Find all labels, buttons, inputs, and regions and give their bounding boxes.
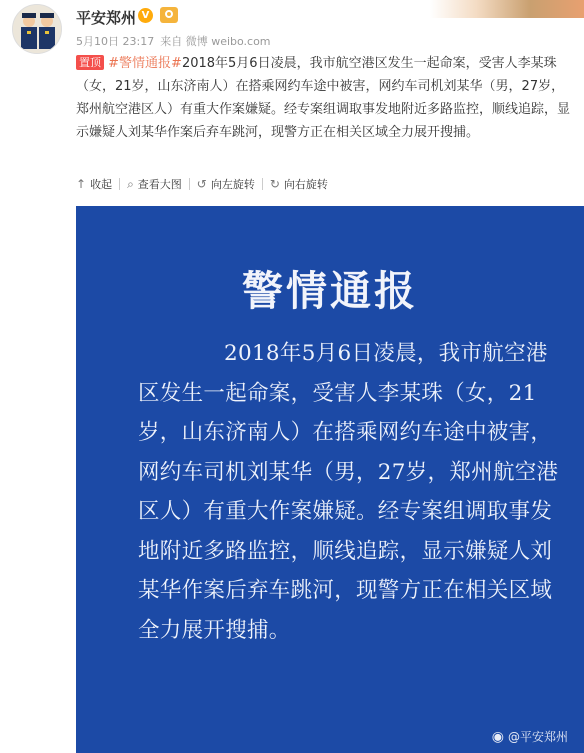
post-date[interactable]: 5月10日 23:17 xyxy=(76,35,155,48)
collapse-button[interactable] xyxy=(76,176,119,192)
pinned-badge: 置顶 xyxy=(76,55,104,70)
post-source[interactable]: 来自 微博 weibo.com xyxy=(160,35,271,48)
post-image[interactable] xyxy=(76,206,584,753)
rotate-left-label: 向左旋转 xyxy=(210,178,255,191)
watermark-text: @平安郑州 xyxy=(507,730,568,744)
image-toolbar xyxy=(76,176,335,192)
avatar[interactable] xyxy=(12,4,62,54)
view-large-button[interactable] xyxy=(120,176,189,192)
post-text xyxy=(76,52,576,144)
view-large-label: 查看大图 xyxy=(137,178,182,191)
verified-v-icon: V xyxy=(138,8,153,23)
rotate-right-icon: ↻ xyxy=(269,177,280,191)
rotate-right-button[interactable] xyxy=(263,176,335,192)
collapse-arrow-icon: ↑ xyxy=(76,177,87,191)
post-body: 2018年5月6日凌晨，我市航空港区发生一起命案，受害人李某珠（女，21岁，山东济南人）在搭乘网约车途中被害，网约车司机刘某华（男，27岁，郑州航空港区人）有重大作案嫌疑。经专案组调取事发地附近多路监控，顺线追踪，显示嫌疑人刘某华作案后弃车跳河，现警方正在相关区域全力展开搜捕。 xyxy=(76,56,571,140)
rotate-left-icon: ↺ xyxy=(196,177,207,191)
rotate-right-label: 向右旋转 xyxy=(283,178,328,191)
account-name[interactable]: 平安郑州 xyxy=(76,9,137,27)
header-decoration xyxy=(430,0,584,18)
image-title: 警情通报 xyxy=(242,267,418,315)
hashtag-link[interactable]: #警情通报# xyxy=(108,56,182,71)
member-badge-icon[interactable] xyxy=(160,7,178,23)
magnifier-icon: ⌕ xyxy=(127,176,134,191)
weibo-logo-icon: ◉ xyxy=(491,728,504,745)
watermark xyxy=(492,728,568,745)
image-body-text: 2018年5月6日凌晨，我市航空港区发生一起命案，受害人李某珠（女，21岁，山东济南人）在搭乘网约车途中被害，网约车司机刘某华（男，27岁，郑州航空港区人）有重大作案嫌疑。经专案组调取事发地附近多路监控，顺线追踪，显示嫌疑人刘某华作案后弃车跳河，现警方正在相关区域全力展开搜捕。 xyxy=(138,341,559,643)
rotate-left-button[interactable] xyxy=(190,176,262,192)
post-meta xyxy=(76,33,277,49)
collapse-label: 收起 xyxy=(90,178,113,191)
